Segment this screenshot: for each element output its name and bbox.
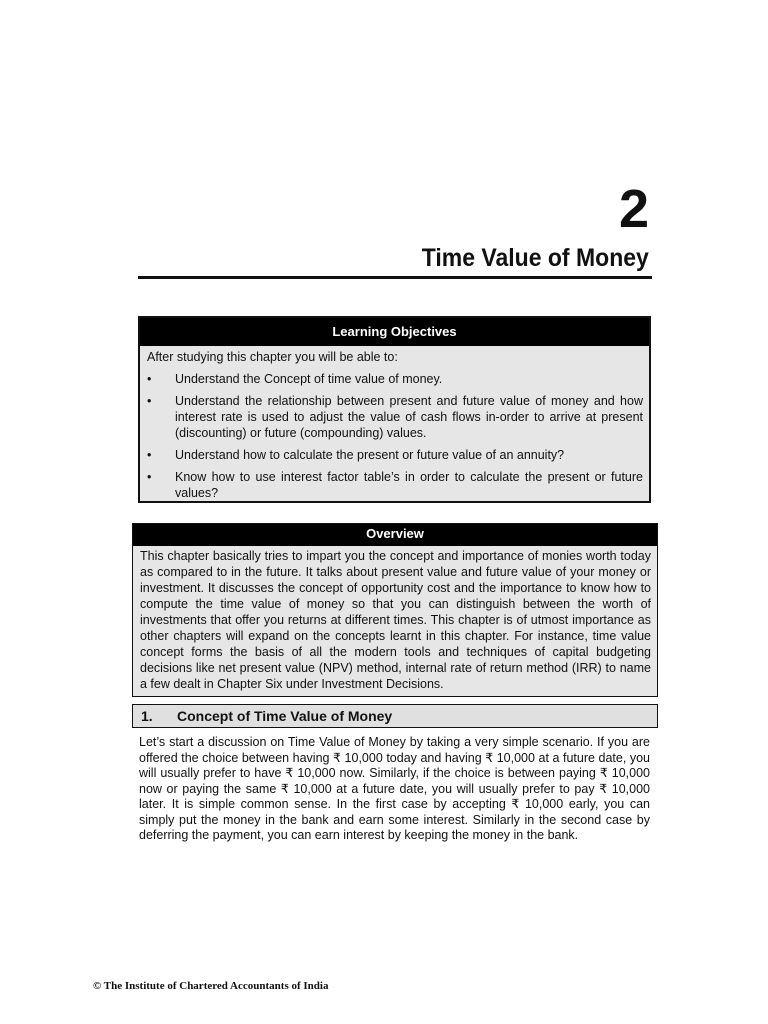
bullet-icon: • — [147, 394, 152, 408]
list-item — [147, 469, 643, 501]
chapter-number: 2 — [618, 179, 649, 239]
overview-heading: Overview — [133, 524, 657, 546]
list-item — [147, 393, 643, 441]
overview-box — [132, 523, 658, 697]
objective-text: Know how to use interest factor table’s in order to calculate the present or future values? — [175, 470, 643, 500]
section-body-text: Let’s start a discussion on Time Value of Money by taking a very simple scenario. If you are offered the choice between having ₹ 10,000 today and having ₹ 10,000 at a future date, you will usually prefer to have ₹ 10,000 now. Similarly, if the choice is between paying ₹ 10,000 now or paying the same ₹ 10,000 at a future date, you will usually prefer to pay ₹ 10,000 later. It is simple common sense. In the first case by accepting ₹ 10,000 early, you can simply put the money in the bank and earn some interest. Similarly in the second case by deferring the payment, you can earn interest by keeping the money in the bank. — [139, 735, 650, 842]
overview-text: This chapter basically tries to impart you the concept and importance of monies worth today as compared to in the future. It talks about present value and future value of your money or investment. It discusses the concept of opportunity cost and the importance to know how to compute the time value of money so that you can distinguish between the worth of investments that offer you returns at different times. This chapter is of utmost importance as other chapters will expand on the concepts learnt in this chapter. For instance, time value concept forms the basis of all the modern tools and techniques of capital budgeting decisions like net present value (NPV) method, internal rate of return method (IRR) to name a few dealt in Chapter Six under Investment Decisions. — [140, 549, 651, 691]
learning-objectives-list — [140, 371, 649, 501]
section-heading — [132, 704, 658, 728]
list-item — [147, 371, 643, 387]
footer-copyright: © The Institute of Chartered Accountants of India — [93, 980, 329, 992]
learning-objectives-box — [138, 316, 651, 503]
learning-objectives-intro: After studying this chapter you will be able to: — [147, 350, 398, 364]
section-number: 1. — [141, 708, 153, 724]
section-title: Concept of Time Value of Money — [177, 708, 393, 724]
bullet-icon: • — [147, 470, 152, 484]
bullet-icon: • — [147, 448, 152, 462]
list-item — [147, 447, 643, 463]
bullet-icon: • — [147, 372, 152, 386]
learning-objectives-heading: Learning Objectives — [140, 318, 649, 346]
objective-text: Understand the Concept of time value of money. — [175, 372, 443, 386]
title-rule — [138, 276, 652, 279]
chapter-title: Time Value of Money — [421, 244, 649, 272]
objective-text: Understand how to calculate the present or future value of an annuity? — [175, 448, 565, 462]
objective-text: Understand the relationship between present and future value of money and how interest rate is used to adjust the value of cash flows in-order to arrive at present (discounting) or future (compounding) values. — [175, 394, 643, 440]
